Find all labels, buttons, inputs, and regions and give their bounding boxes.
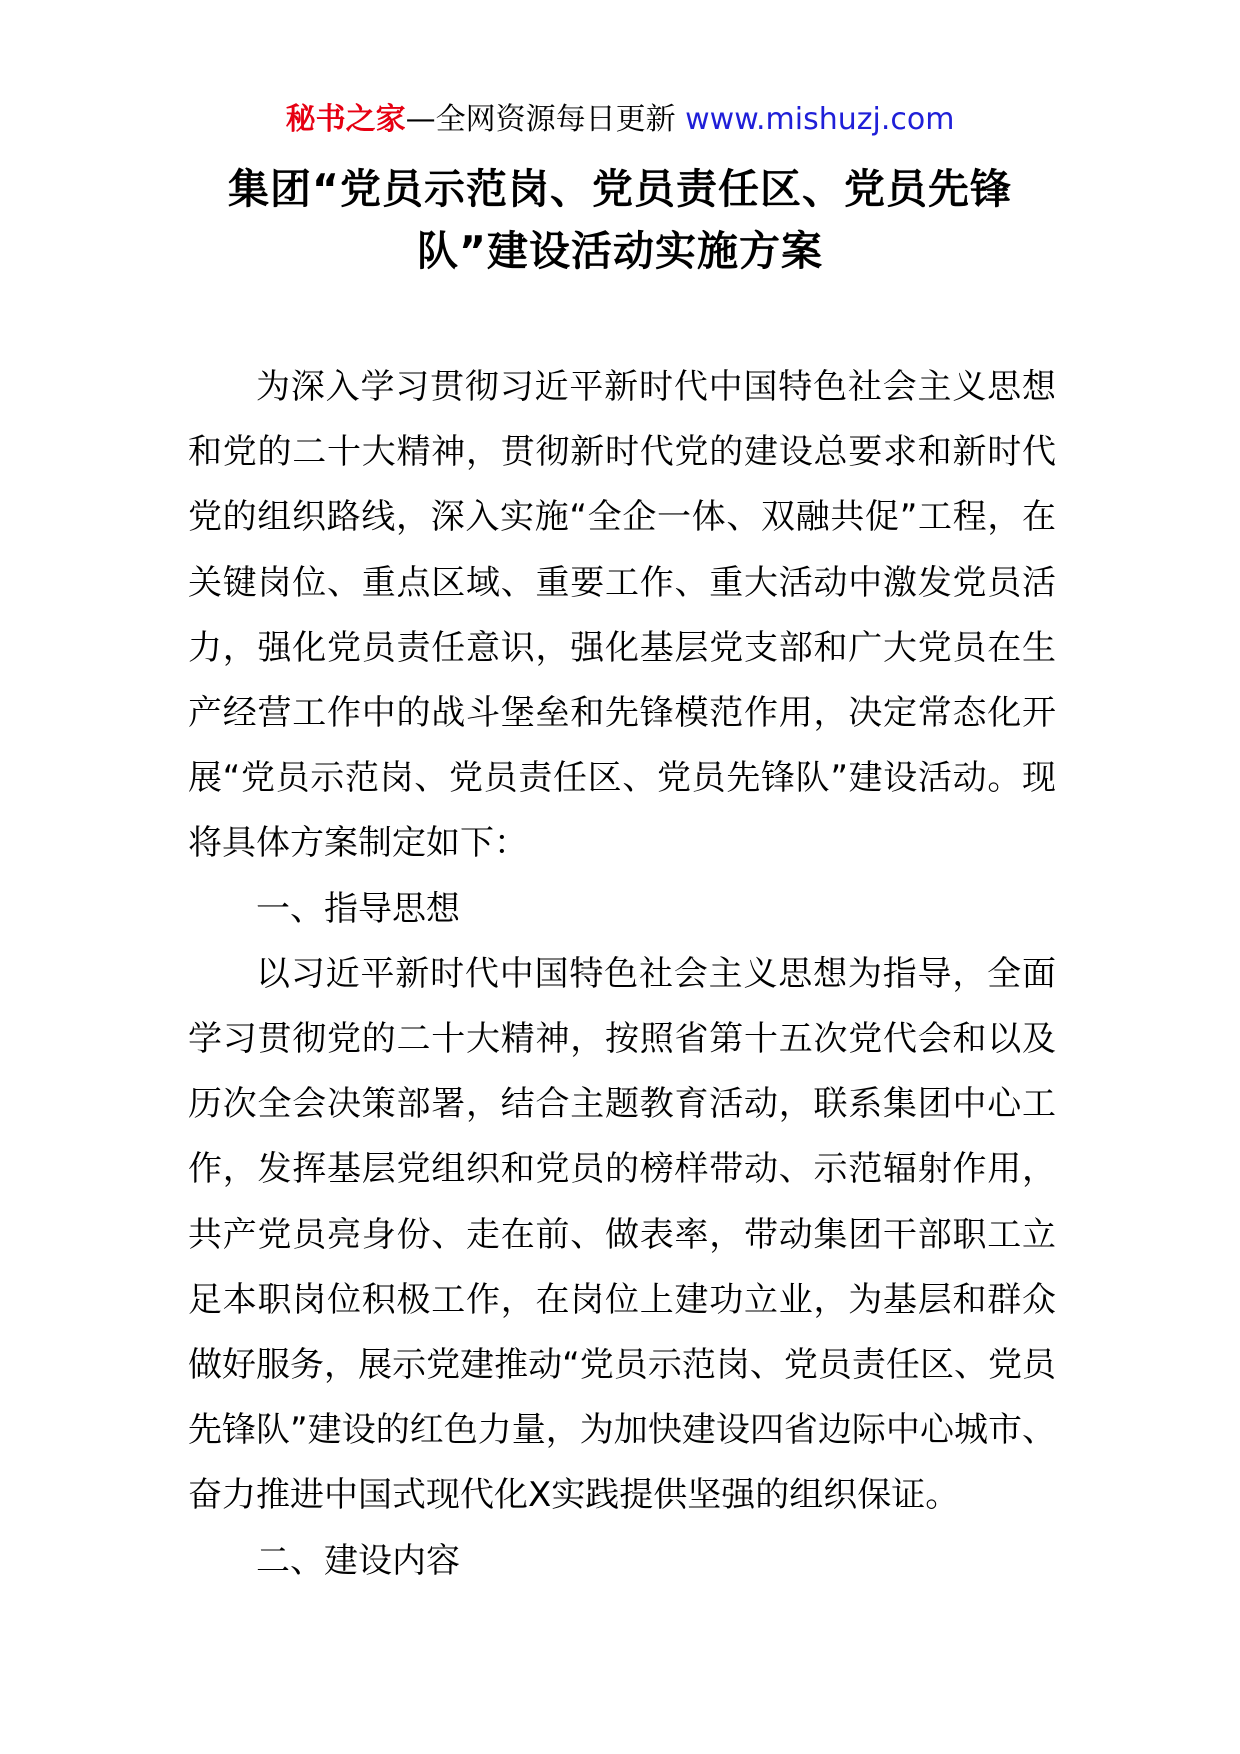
document-title: [170, 158, 1070, 282]
section-heading-guiding-ideology: 一、指导思想: [256, 888, 460, 929]
site-url-link[interactable]: www.mishuzj.com: [685, 102, 955, 137]
site-header: [0, 100, 1240, 140]
title-line-2: 队”建设活动实施方案: [417, 227, 823, 275]
site-brand: 秘书之家: [285, 102, 406, 137]
intro-paragraph: 为深入学习贯彻习近平新时代中国特色社会主义思想和党的二十大精神，贯彻新时代党的建设总要求和新时代党的组织路线，深入实施“全企一体、双融共促”工程，在关键岗位、重点区域、重要工作、重大活动中激发党员活力，强化党员责任意识，强化基层党支部和广大党员在生产经营工作中的战斗堡垒和先锋模范作用，决定常态化开展“党员示范岗、党员责任区、党员先锋队”建设活动。现将具体方案制定如下：: [188, 367, 1056, 864]
guiding-ideology-paragraph: 以习近平新时代中国特色社会主义思想为指导，全面学习贯彻党的二十大精神，按照省第十五次党代会和以及历次全会决策部署，结合主题教育活动，联系集团中心工作，发挥基层党组织和党员的榜样带动、示范辐射作用，共产党员亮身份、走在前、做表率，带动集团干部职工立足本职岗位积极工作，在岗位上建功立业，为基层和群众做好服务，展示党建推动“党员示范岗、党员责任区、党员先锋队”建设的红色力量，为加快建设四省边际中心城市、奋力推进中国式现代化X实践提供坚强的组织保证。: [188, 953, 1056, 1516]
title-line-1: 集团“党员示范岗、党员责任区、党员先锋: [228, 165, 1012, 213]
document-body: [188, 355, 1056, 1594]
section-heading-construction-content: 二、建设内容: [256, 1540, 460, 1581]
site-tagline: —全网资源每日更新: [405, 102, 686, 137]
